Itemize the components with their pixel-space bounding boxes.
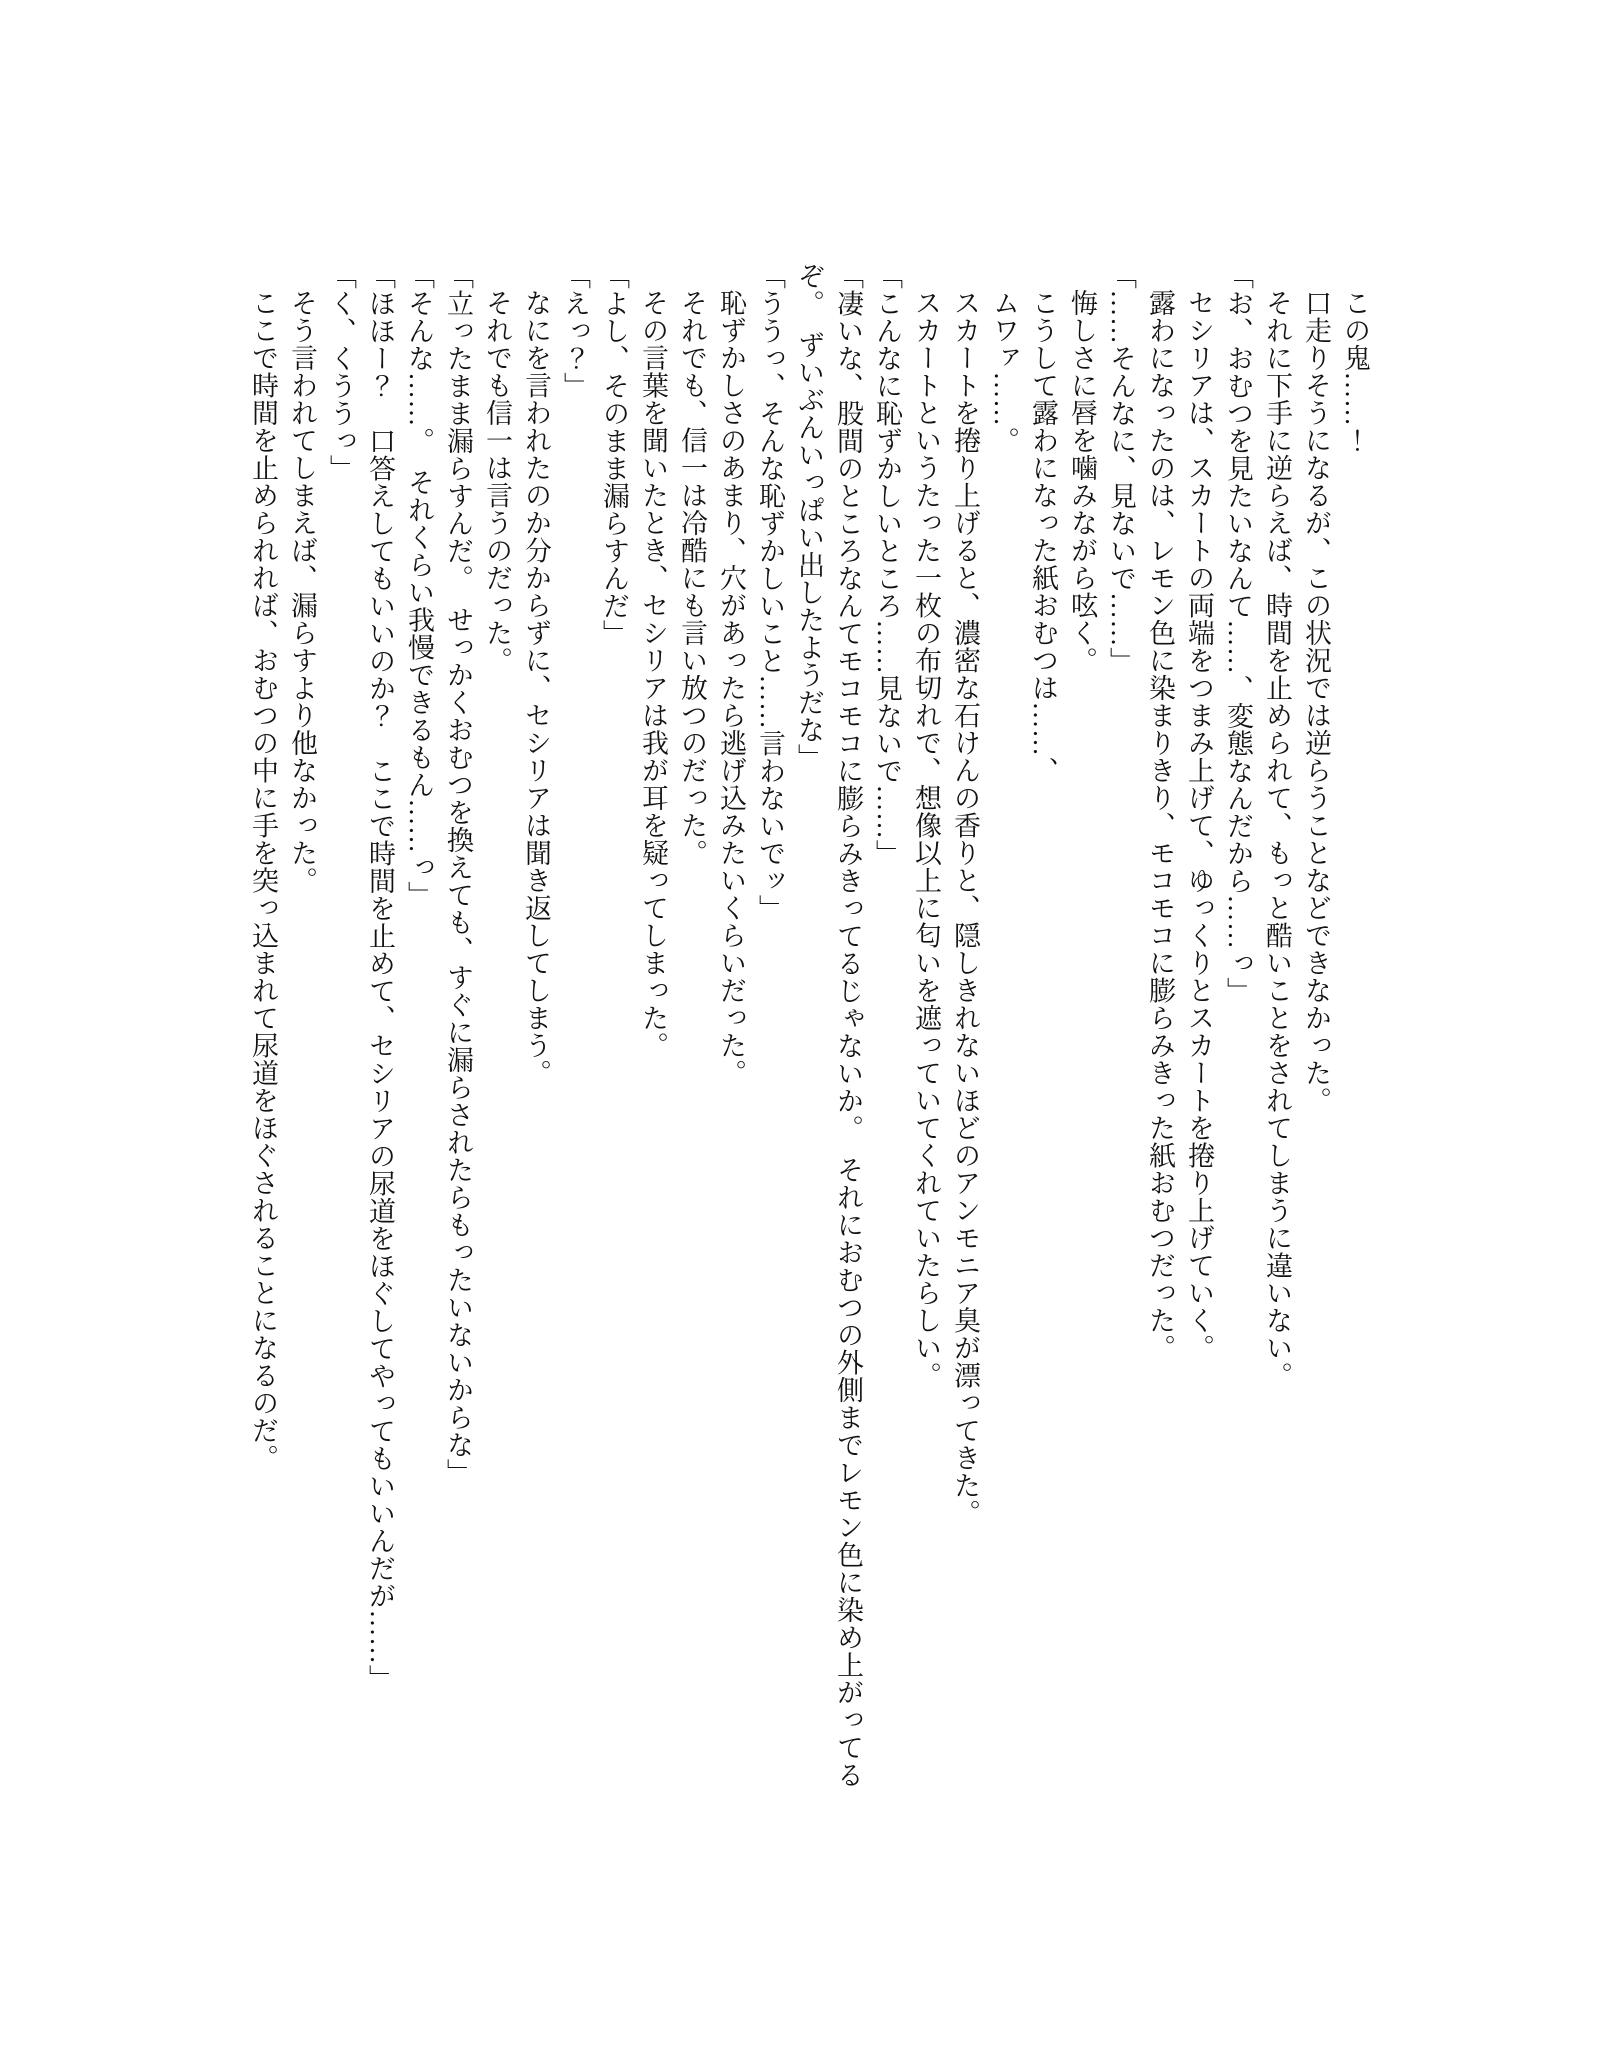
paragraph: 「……そんなに、見ないで……」 [1106, 262, 1136, 675]
paragraph: そう言われてしまえば、漏らすより他なかった。 [287, 289, 317, 894]
paragraph: スカートというたった一枚の布切れで、想像以上に匂いを遮っていてくれていたらしい。 [911, 289, 941, 1389]
paragraph: 「凄いな、股間のところなんてモコモコに膨らみきってるじゃないか。 それにおむつの外側までレモン色に染め上がってるぞ。 ずいぶんいっぱい出したようだな」 [794, 262, 863, 1789]
paragraph: 「ううっ、そんな恥ずかしいこと……言わないでッ」 [755, 262, 785, 922]
text-block [243, 262, 1374, 1792]
paragraph: それでも、信一は冷酷にも言い放つのだった。 [677, 289, 707, 867]
paragraph: 「ほほー？ 口答えしてもいいのか？ ここで時間を止めて、セシリアの尿道をほぐしてやってもいいんだが……」 [365, 262, 395, 1692]
paragraph: ここで時間を止められれば、おむつの中に手を突っ込まれて尿道をほぐされることになるのだ。 [248, 289, 278, 1472]
paragraph: 「立ったまま漏らすんだ。 せっかくおむつを換えても、すぐに漏らされたらもったいないからな」 [443, 262, 473, 1486]
paragraph: セシリアは、スカートの両端をつまみ上げて、ゆっくりとスカートを捲り上げていく。 [1184, 289, 1214, 1362]
paragraph: 悔しさに唇を噛みながら呟く。 [1067, 289, 1097, 674]
paragraph: 露わになったのは、レモン色に染まりきり、モコモコに膨らみきった紙おむつだった。 [1145, 289, 1175, 1362]
paragraph: 「く、くううっ」 [326, 262, 356, 482]
paragraph: 「よし、そのまま漏らすんだ」 [599, 262, 629, 647]
paragraph: 口走りそうになるが、この状況では逆らうことなどできなかった。 [1301, 289, 1331, 1114]
paragraph: 恥ずかしさのあまり、穴があったら逃げ込みたいくらいだった。 [716, 289, 746, 1087]
paragraph: スカートを捲り上げると、濃密な石けんの香りと、隠しきれないほどのアンモニア臭が漂ってきた。 [950, 289, 980, 1527]
paragraph: 「こんなに恥ずかしいところ……見ないで……」 [872, 262, 902, 867]
paragraph: 「えっ？」 [560, 262, 590, 400]
paragraph: その言葉を聞いたとき、セシリアは我が耳を疑ってしまった。 [638, 289, 668, 1059]
paragraph: 「お、おむつを見たいなんて……、変態なんだから……っ」 [1223, 262, 1253, 1005]
paragraph: 「そんな……。 それくらい我慢できるもん……っ」 [404, 262, 434, 909]
paragraph: それでも信一は言うのだった。 [482, 289, 512, 674]
paragraph: なにを言われたのか分からずに、セシリアは聞き返してしまう。 [521, 289, 551, 1087]
paragraph: それに下手に逆らえば、時間を止められて、もっと酷いことをされてしまうに違いない。 [1262, 289, 1292, 1389]
paragraph: この鬼……！ [1340, 289, 1370, 454]
paragraph: こうして露わになった紙おむつは……、 [1028, 289, 1058, 784]
paragraph: ムワァ……。 [989, 289, 1019, 454]
